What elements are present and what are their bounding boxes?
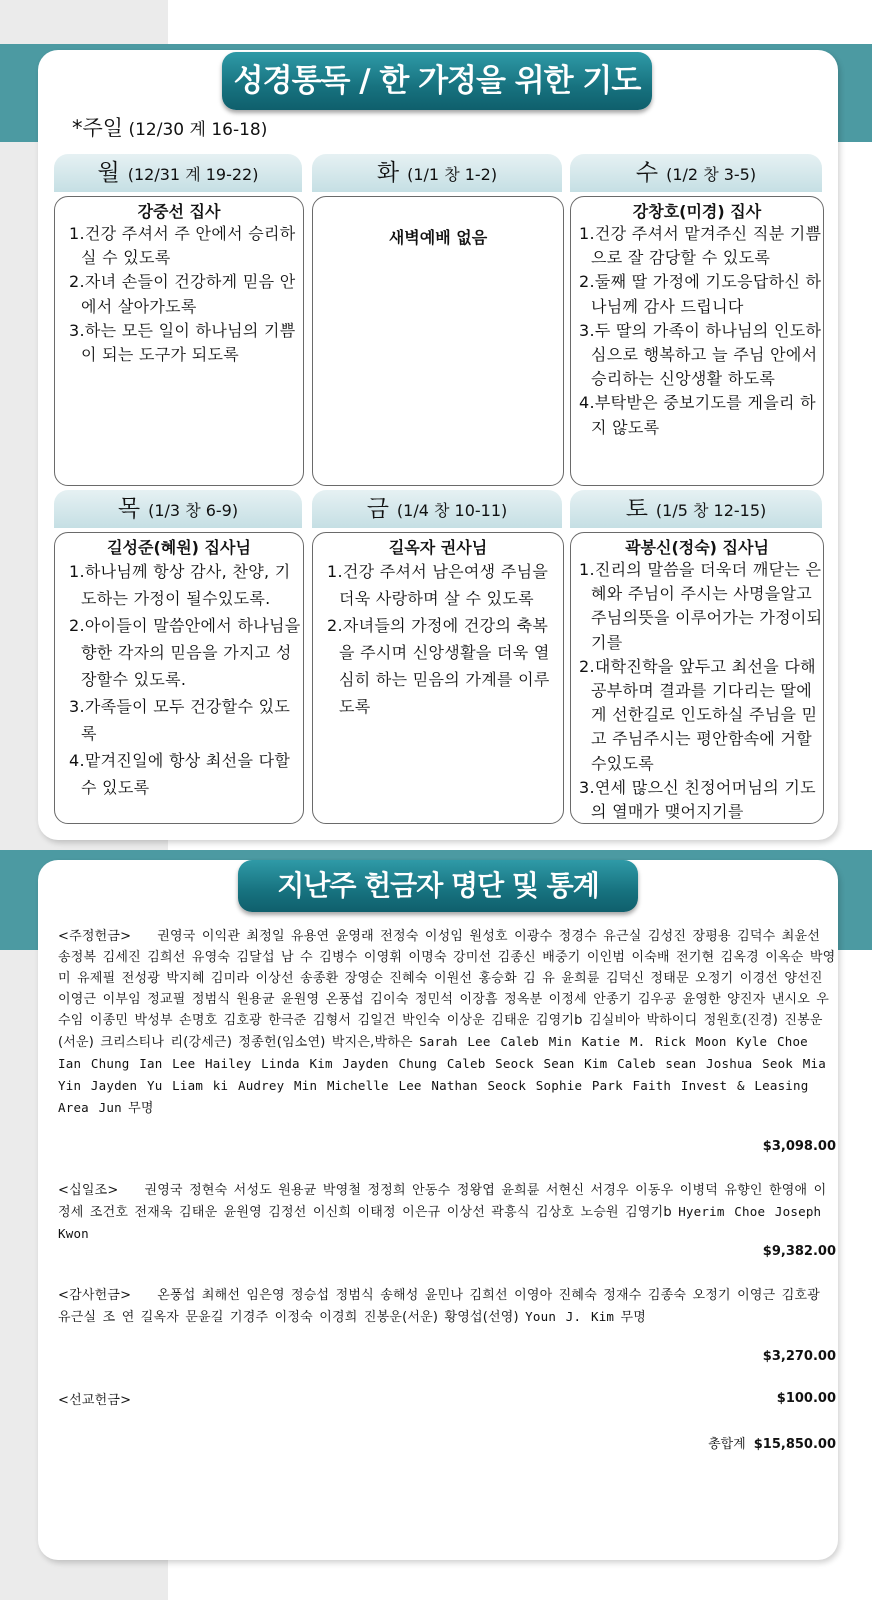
day-box-thu — [54, 532, 304, 824]
day-ref: (12/31 계 19-22) — [127, 165, 259, 184]
offering-names: 권영국 정현숙 서성도 원용균 박영철 정정희 안동수 정왕엽 윤희륜 서현신 서경우 이동우 이병덕 유향인 한영애 이정세 조건호 전재욱 김태운 윤원영 김정선 이신희 이태정 이은규 이상선 곽흥식 김상호 노승원 김영기b — [58, 1183, 827, 1220]
prayer-person: 강중선 집사 — [137, 202, 221, 221]
offering-label: <감사헌금> — [58, 1288, 132, 1303]
offering-names-english: Youn J. Kim — [525, 1309, 615, 1324]
offering-names-english: Sarah Lee Caleb Min Katie M. Rick Moon Kyle Choe Ian Chung Ian Lee Hailey Linda Kim Jayden Chung Caleb Seock Sean Kim Caleb sean Joshua Seok Mia Yin Jayden Yu Liam ki Audrey Min Michelle Lee Nathan Seock Sophie Park Faith Invest & Leasing Area Jun — [58, 1034, 826, 1115]
prayer-person: 강창호(미경) 집사 — [632, 202, 762, 221]
prayer-item: 1.건강 주셔서 남은여생 주님을 더욱 사랑하며 살 수 있도록 — [327, 562, 549, 608]
prayer-list — [55, 558, 303, 801]
offering-amount: $3,098.00 — [762, 1139, 836, 1154]
offering-title: 지난주 헌금자 명단 및 통계 — [238, 860, 638, 912]
prayer-item: 4.부탁받은 중보기도를 게을리 하지 않도록 — [579, 393, 816, 437]
day-box-mon — [54, 196, 304, 486]
day-header-thu — [54, 490, 302, 528]
day-name: 토 — [625, 496, 648, 522]
prayer-person: 길옥자 권사님 — [388, 538, 488, 557]
offering-names-tail: 무명 — [128, 1101, 154, 1116]
no-service-note: 새벽예배 없음 — [388, 228, 488, 247]
day-box-sat — [570, 532, 824, 824]
day-name: 금 — [366, 496, 389, 522]
day-box-fri — [312, 532, 564, 824]
prayer-person: 곽봉신(정숙) 집사님 — [625, 538, 769, 557]
prayer-item: 2.아이들이 말씀안에서 하나님을향한 각자의 믿음을 가지고 성장할수 있도록. — [69, 616, 301, 689]
total-label: 총합계 — [708, 1437, 746, 1452]
offering-names: 온풍섭 최해선 임은영 정승섭 정범식 송해성 윤민나 김희선 이영아 진혜숙 정재수 김종숙 오정기 이영근 김호광 유근실 조 연 길옥자 문윤길 기경주 이정숙 이경희 진봉운(서운) 황영섭(선영) — [58, 1288, 820, 1325]
offering-group-tithe — [58, 1180, 836, 1245]
offering-label: <선교헌금> — [58, 1393, 132, 1408]
day-name: 수 — [635, 160, 659, 186]
prayer-item: 3.연세 많으신 친정어머님의 기도의 열매가 맺어지기를 — [579, 777, 816, 822]
prayer-title: 성경통독 / 한 가정을 위한 기도 — [222, 52, 652, 110]
offering-label: <십일조> — [58, 1183, 119, 1198]
day-name: 월 — [97, 160, 120, 186]
prayer-item: 2.자녀들의 가정에 건강의 축복을 주시며 신앙생활을 더욱 열심히 하는 믿음의 가계를 이루도록 — [327, 616, 550, 716]
prayer-item: 2.자녀 손들이 건강하게 믿음 안에서 살아가도록 — [69, 272, 296, 316]
prayer-item: 3.하는 모든 일이 하나님의 기쁨이 되는 도구가 되도록 — [69, 320, 296, 365]
prayer-list — [571, 558, 823, 824]
prayer-item: 2.대학진학을 앞두고 최선을 다해 공부하며 결과를 기다리는 딸에게 선한길로 인도하실 주님을 믿고 주님주시는 평안함속에 거할수있도록 — [579, 656, 818, 773]
offering-amount: $3,270.00 — [762, 1349, 836, 1364]
prayer-item: 3.두 딸의 가족이 하나님의 인도하심으로 행복하고 늘 주님 안에서 승리하는 신앙생활 하도록 — [579, 320, 822, 389]
offering-group-mission — [58, 1390, 836, 1411]
day-box-tue — [312, 196, 564, 486]
day-ref: (1/1 창 1-2) — [407, 165, 498, 184]
prayer-list — [313, 558, 563, 720]
day-header-tue — [312, 154, 562, 192]
prayer-person: 길성준(혜원) 집사님 — [107, 538, 251, 557]
prayer-list — [55, 222, 303, 367]
total-amount: $15,850.00 — [753, 1437, 836, 1452]
prayer-item: 4.맡겨진일에 항상 최선을 다할수 있도록 — [69, 751, 291, 797]
prayer-item: 1.건강 주셔서 주 안에서 승리하실 수 있도록 — [69, 224, 296, 268]
day-header-wed — [570, 154, 822, 192]
offering-names: 권영국 이익관 최정일 유용연 윤영래 전정숙 이성임 원성호 이광수 정경수 유근실 김성진 장평용 김덕수 최윤선 송정복 김세진 김희선 유영숙 김달섭 남 수 김병수 이영휘 이명숙 강미선 김종신 배중기 이인범 이숙배 전기현 김옥경 이옥순 박영미 유제필 전성광 박지혜 김미라 이상선 송종환 장영순 진혜숙 이원선 홍승화 김 유 윤희륜 김덕신 정태문 오정기 이경선 양선진 이영근 이부임 정교필 정범식 원용균 윤원영 온풍섭 김이숙 정민석 이장흠 정옥분 이정세 안종기 김우공 윤영한 양진자 낸시오 우수임 이종민 박성부 손명호 김호광 한극준 김형서 김일건 박인숙 이상운 김태운 김영기b 김실비아 박하이디 정원호(진경) 진봉운(서운) 크리스티나 리(강세근) 정종헌(임소연) 박지은,박하은 — [58, 929, 836, 1050]
day-ref: (1/3 창 6-9) — [148, 501, 239, 520]
offering-names-tail: 무명 — [620, 1310, 647, 1325]
day-name: 목 — [117, 496, 141, 522]
prayer-item: 3.가족들이 모두 건강할수 있도록 — [69, 697, 291, 743]
offering-amount: $100.00 — [776, 1391, 836, 1406]
sunday-label: *주일 — [72, 116, 124, 140]
prayer-item: 1.건강 주셔서 맡겨주신 직분 기쁨으로 잘 감당할 수 있도록 — [579, 224, 822, 268]
prayer-item: 1.진리의 말씀을 더욱더 깨닫는 은혜와 주님이 주시는 사명을알고 주님의뜻을 이루어가는 가정이되기를 — [579, 560, 823, 652]
offering-group-thanks — [58, 1285, 836, 1328]
day-ref: (1/5 창 12-15) — [655, 501, 767, 520]
sunday-reading — [72, 112, 267, 142]
day-box-wed — [570, 196, 824, 486]
day-ref: (1/2 창 3-5) — [666, 165, 757, 184]
prayer-list — [571, 222, 823, 440]
prayer-item: 2.둘째 딸 가정에 기도응답하신 하나님께 감사 드립니다 — [579, 272, 822, 316]
prayer-item: 1.하나님께 항상 감사, 찬양, 기도하는 가정이 될수있도록. — [69, 562, 291, 608]
offering-amount: $9,382.00 — [762, 1244, 836, 1259]
offering-group-weekly — [58, 926, 836, 1119]
day-header-sat — [570, 490, 822, 528]
offering-names-english: Hyerim Choe Joseph Kwon — [58, 1204, 822, 1241]
day-name: 화 — [376, 160, 400, 186]
offering-total — [708, 1433, 836, 1452]
sunday-ref: (12/30 계 16-18) — [128, 120, 268, 140]
day-header-fri — [312, 490, 562, 528]
offering-label: <주정헌금> — [58, 929, 132, 944]
day-ref: (1/4 창 10-11) — [396, 501, 508, 520]
day-header-mon — [54, 154, 302, 192]
